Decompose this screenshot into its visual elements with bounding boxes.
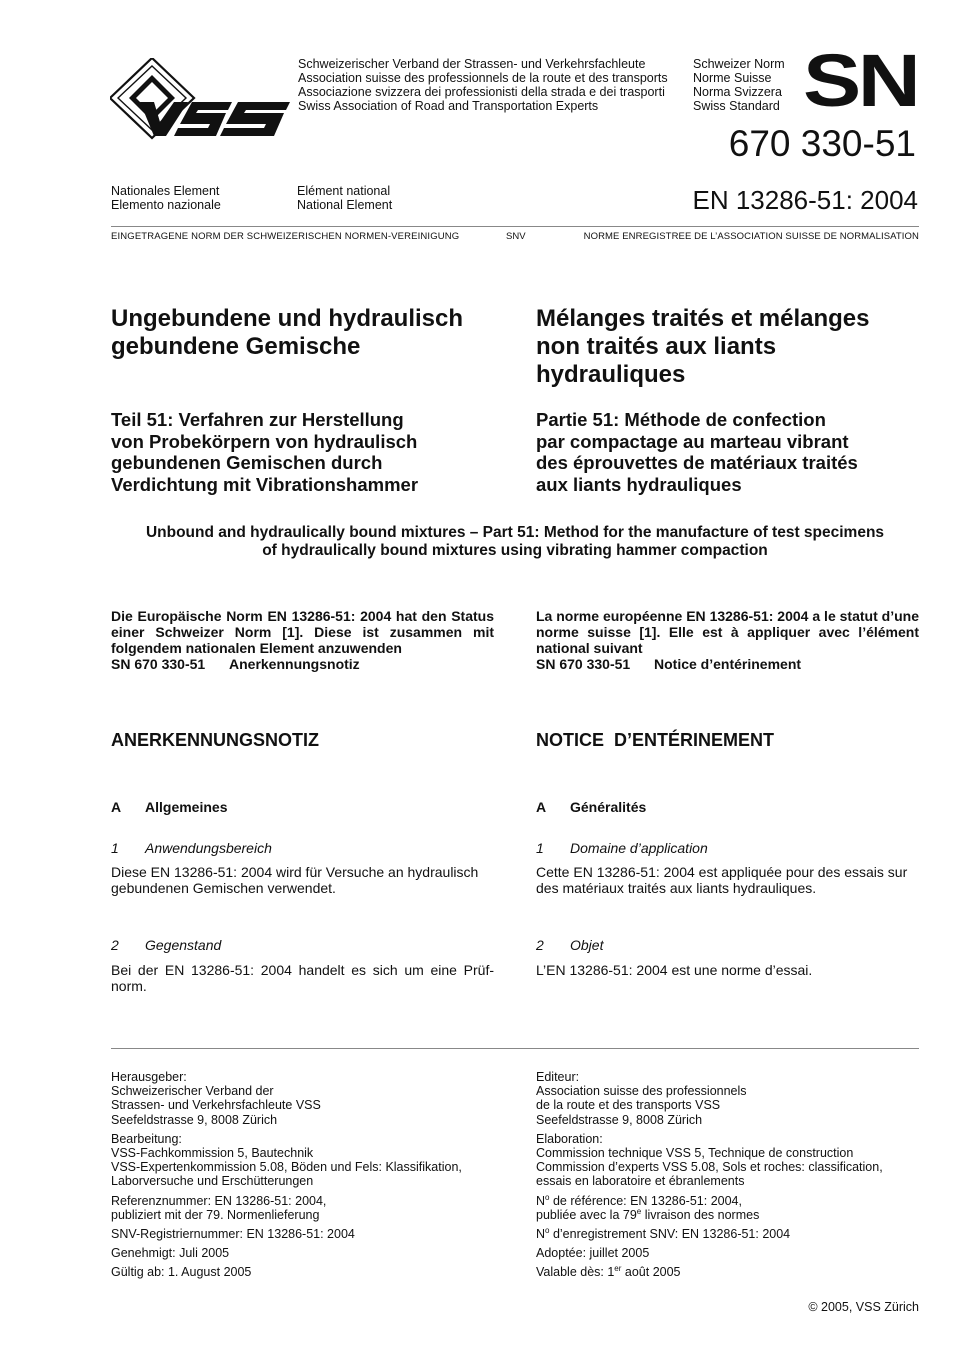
title-en bbox=[111, 524, 919, 560]
editing-line-fr: Commission technique VSS 5, Technique de construction bbox=[536, 1146, 854, 1161]
valid-fr-a: Valable dès: 1 bbox=[536, 1265, 615, 1280]
editing-line-de: VSS-Fachkommission 5, Bautechnik bbox=[111, 1146, 314, 1161]
copyright: © 2005, VSS Zürich bbox=[808, 1300, 919, 1314]
editing-line-de: Laborversuche und Erschütterungen bbox=[111, 1174, 314, 1189]
item-1-de-number: 1 bbox=[111, 840, 119, 856]
item-2-de-text: Bei der EN 13286-51: 2004 handelt es sich um eine Prüfnorm. bbox=[111, 962, 494, 994]
title-en-line: Unbound and hydraulically bound mixtures – Part 51: Method for the manufacture of test specimens bbox=[145, 524, 885, 541]
section-a-fr bbox=[536, 799, 646, 815]
reference-fr-rest: de référence: EN 13286-51: 2004, bbox=[549, 1193, 742, 1208]
notice-heading-de: ANERKENNUNGSNOTIZ bbox=[111, 730, 320, 750]
subtitle-de bbox=[111, 409, 418, 495]
title-de bbox=[111, 305, 463, 361]
status-fr bbox=[536, 608, 919, 672]
assoc-line-de: Schweizerischer Verband der Strassen- und Verkehrsfachleute bbox=[298, 57, 646, 71]
valid-date-de: Gültig ab: 1. August 2005 bbox=[111, 1265, 252, 1280]
subtitle-fr-line: des éprouvettes de matériaux traités bbox=[536, 452, 858, 473]
editing-label-fr: Elaboration: bbox=[536, 1131, 603, 1146]
item-2-de-number: 2 bbox=[111, 937, 119, 953]
valid-fr-sup: er bbox=[614, 1264, 622, 1274]
subtitle-de-line: von Probekörpern von hydraulisch bbox=[111, 430, 418, 452]
subtitle-de-line: Verdichtung mit Vibrationshammer bbox=[111, 473, 419, 495]
title-fr-line: hydrauliques bbox=[536, 361, 686, 388]
registry-fr-a: N bbox=[536, 1227, 546, 1242]
registry-left: EINGETRAGENE NORM DER SCHWEIZERISCHEN NORMEN-VEREINIGUNG bbox=[111, 231, 460, 242]
vss-logo bbox=[110, 58, 292, 140]
norm-type-fr: Norme Suisse bbox=[693, 71, 772, 85]
notice-heading-fr: NOTICE D’ENTÉRINEMENT bbox=[536, 730, 775, 750]
publisher-line-de: Seefeldstrasse 9, 8008 Zürich bbox=[111, 1112, 278, 1127]
reference-line-de: Referenznummer: EN 13286-51: 2004, bbox=[111, 1193, 327, 1208]
title-fr bbox=[536, 305, 869, 389]
editing-line-fr: Commission d’experts VSS 5.08, Sols et roches: classification, bbox=[536, 1160, 883, 1175]
publisher-line-de: Strassen- und Verkehrsfachleute VSS bbox=[111, 1098, 321, 1113]
reference-fr-b-sup: e bbox=[636, 1206, 642, 1216]
footer-divider bbox=[111, 1048, 919, 1049]
reference-fr-b-rest: livraison des normes bbox=[641, 1207, 760, 1222]
editing-line-de: VSS-Expertenkommission 5.08, Böden und Fels: Klassifikation, bbox=[111, 1160, 462, 1175]
subtitle-fr bbox=[536, 409, 858, 495]
registry-fr-rest: d’enregistrement SNV: EN 13286-51: 2004 bbox=[549, 1227, 791, 1242]
item-2-fr-heading bbox=[536, 937, 603, 953]
publisher-line-fr: de la route et des transports VSS bbox=[536, 1098, 721, 1113]
norm-type-en: Swiss Standard bbox=[693, 99, 780, 113]
section-a-de-title: Allgemeines bbox=[145, 799, 228, 815]
status-de-ref-number: SN 670 330-51 bbox=[111, 656, 206, 672]
item-2-fr-text: L’EN 13286-51: 2004 est une norme d’essai. bbox=[536, 962, 813, 978]
sn-logo bbox=[803, 39, 921, 122]
approved-date-de: Genehmigt: Juli 2005 bbox=[111, 1246, 230, 1261]
element-label-right bbox=[297, 184, 392, 212]
norm-type-de: Schweizer Norm bbox=[693, 57, 785, 71]
subtitle-fr-line: Partie 51: Méthode de confection bbox=[536, 409, 826, 430]
status-de bbox=[111, 608, 494, 672]
subtitle-de-line: gebundenen Gemischen durch bbox=[111, 452, 383, 473]
item-2-fr-number: 2 bbox=[536, 937, 544, 953]
item-2-de-title: Gegenstand bbox=[145, 937, 222, 953]
header-divider bbox=[111, 226, 919, 227]
registry-right: NORME ENREGISTREE DE L’ASSOCIATION SUISSE DE NORMALISATION bbox=[583, 231, 919, 242]
assoc-line-fr: Association suisse des professionnels de la route et des transports bbox=[298, 71, 668, 85]
item-1-de-title: Anwendungsbereich bbox=[145, 840, 272, 856]
reference-fr bbox=[536, 1194, 956, 1222]
imprint-fr bbox=[536, 1070, 956, 1285]
element-label-en: National Element bbox=[297, 198, 393, 212]
item-1-de-heading bbox=[111, 840, 272, 856]
registry-fr-sup: o bbox=[545, 1225, 550, 1235]
title-fr-line: Mélanges traités et mélanges bbox=[536, 305, 870, 332]
element-label-de: Nationales Element bbox=[111, 184, 220, 198]
title-fr-line: non traités aux liants bbox=[536, 333, 777, 360]
title-de-line: Ungebundene und hydraulisch bbox=[111, 305, 464, 332]
subtitle-de-line: Teil 51: Verfahren zur Herstellung bbox=[111, 409, 404, 430]
element-label-fr: Elément national bbox=[297, 184, 391, 198]
item-2-de-heading bbox=[111, 937, 221, 953]
assoc-line-it: Associazione svizzera dei professionisti della strada e dei trasporti bbox=[298, 85, 665, 99]
publisher-line-fr: Seefeldstrasse 9, 8008 Zürich bbox=[536, 1112, 703, 1127]
section-a-fr-letter: A bbox=[536, 799, 547, 815]
section-a-de-letter: A bbox=[111, 799, 122, 815]
item-1-fr-number: 1 bbox=[536, 840, 544, 856]
approved-date-fr: Adoptée: juillet 2005 bbox=[536, 1246, 650, 1261]
title-en-line: of hydraulically bound mixtures using vibrating hammer compaction bbox=[262, 542, 768, 559]
norm-type-it: Norma Svizzera bbox=[693, 85, 782, 99]
status-fr-text: La norme européenne EN 13286-51: 2004 a le statut d’une norme suisse [1]. Elle est à appliquer avec l’élément national suivant bbox=[536, 608, 919, 656]
publisher-label-de: Herausgeber: bbox=[111, 1070, 187, 1084]
status-fr-ref-number: SN 670 330-51 bbox=[536, 656, 631, 672]
reference-fr-sup: o bbox=[545, 1192, 550, 1202]
valid-fr bbox=[536, 1265, 956, 1279]
status-fr-ref-text: Notice d’entérinement bbox=[654, 656, 802, 672]
status-de-ref-text: Anerkennungsnotiz bbox=[229, 656, 360, 672]
element-label-left bbox=[111, 184, 221, 212]
reference-fr-a: N bbox=[536, 1193, 546, 1208]
norm-type-labels bbox=[693, 57, 785, 113]
status-de-text: Die Europäische Norm EN 13286-51: 2004 hat den Status einer Schweizer Norm [1]. Diese ist zusammen mit folgendem nationalen Element anzuwenden bbox=[111, 608, 494, 656]
publisher-label-fr: Editeur: bbox=[536, 1070, 580, 1084]
section-a-fr-title: Généralités bbox=[570, 799, 647, 815]
assoc-line-en: Swiss Association of Road and Transportation Experts bbox=[298, 99, 599, 113]
subtitle-fr-line: par compactage au marteau vibrant bbox=[536, 430, 849, 452]
editing-line-fr: essais en laboratoire et ébranlements bbox=[536, 1174, 745, 1189]
subtitle-fr-line: aux liants hydrauliques bbox=[536, 473, 742, 495]
item-1-fr-text: Cette EN 13286-51: 2004 est appliquée pour des essais sur des matériaux traités aux liants hydrauliques. bbox=[536, 864, 908, 896]
registry-number-de: SNV-Registriernummer: EN 13286-51: 2004 bbox=[111, 1227, 355, 1242]
imprint-de bbox=[111, 1070, 521, 1285]
sn-logo-text: SN bbox=[803, 39, 918, 122]
title-de-line: gebundene Gemische bbox=[111, 333, 361, 360]
publisher-line-de: Schweizerischer Verband der bbox=[111, 1084, 274, 1099]
registry-mid: SNV bbox=[506, 231, 526, 242]
element-label-it: Elemento nazionale bbox=[111, 198, 221, 212]
publisher-line-fr: Association suisse des professionnels bbox=[536, 1084, 747, 1099]
reference-line-de: publiziert mit der 79. Normenlieferung bbox=[111, 1207, 320, 1222]
item-1-fr-heading bbox=[536, 840, 708, 856]
reference-fr-b: publiée avec la 79 bbox=[536, 1207, 637, 1222]
association-names bbox=[298, 57, 668, 113]
registry-fr bbox=[536, 1227, 956, 1241]
en-number: EN 13286-51: 2004 bbox=[692, 185, 918, 215]
editing-label-de: Bearbeitung: bbox=[111, 1131, 182, 1146]
item-1-fr-title: Domaine d’application bbox=[570, 840, 708, 856]
item-2-fr-title: Objet bbox=[570, 937, 604, 953]
norm-number: 670 330-51 bbox=[728, 123, 916, 164]
section-a-de bbox=[111, 799, 227, 815]
valid-fr-rest: août 2005 bbox=[621, 1265, 681, 1280]
item-1-de-text: Diese EN 13286-51: 2004 wird für Versuche an hydraulisch gebundenen Gemischen verwendet. bbox=[111, 864, 479, 896]
